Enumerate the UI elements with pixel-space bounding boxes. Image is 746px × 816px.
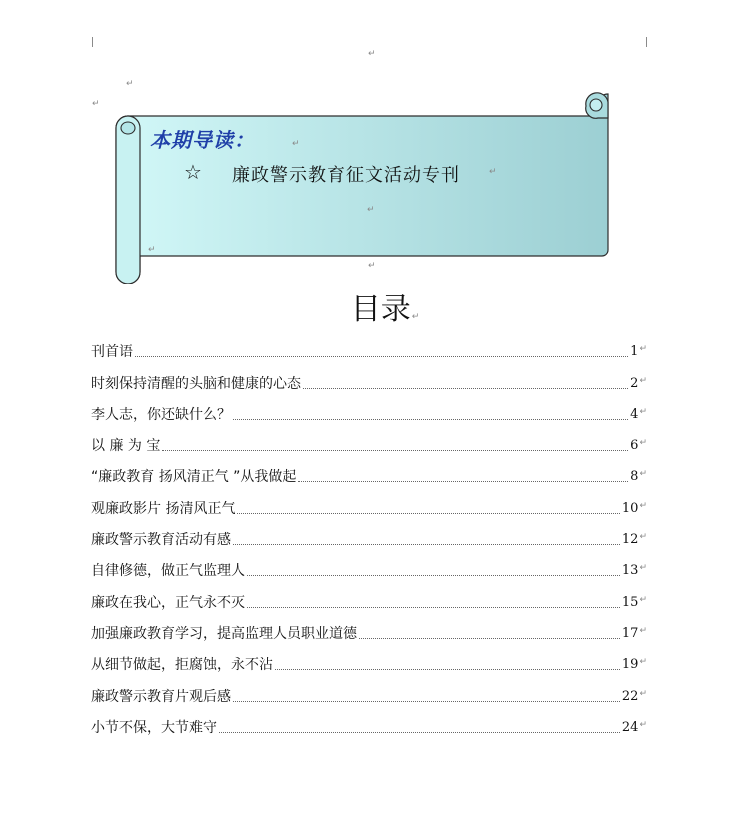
- toc-entry-label: 李人志，你还缺什么？: [91, 406, 231, 423]
- toc-entry-label: 时刻保持清醒的头脑和健康的心态: [91, 375, 301, 392]
- paragraph-mark: ↵: [368, 261, 376, 271]
- paragraph-mark: ↵: [411, 312, 420, 322]
- paragraph-mark: ↵: [148, 245, 156, 255]
- paragraph-mark: ↵: [368, 49, 376, 59]
- toc-entry[interactable]: [91, 706, 647, 737]
- toc-entry-label: 观廉政影片 扬清风正气: [91, 500, 236, 517]
- paragraph-mark: ↵: [639, 719, 647, 730]
- paragraph-mark: ↵: [639, 625, 647, 636]
- paragraph-mark: ↵: [639, 375, 647, 386]
- toc-dot-leader: [219, 731, 620, 733]
- paragraph-mark: ↵: [292, 139, 300, 149]
- toc-entry-page: 12: [621, 532, 639, 548]
- banner-title: 本期导读：: [150, 128, 255, 152]
- toc-dot-leader: [135, 355, 628, 357]
- toc-entry[interactable]: [91, 455, 647, 486]
- toc-entry-page: 17: [621, 625, 639, 641]
- toc-entry-label: 小节不保，大节难守: [91, 719, 217, 736]
- paragraph-mark: ↵: [639, 563, 647, 574]
- toc-dot-leader: [233, 543, 620, 545]
- paragraph-mark: ↵: [639, 594, 647, 605]
- toc-entry[interactable]: [91, 486, 647, 517]
- toc-dot-leader: [233, 418, 628, 420]
- paragraph-mark: ↵: [639, 469, 647, 480]
- toc-entry-page: 6: [630, 438, 639, 454]
- toc-entry[interactable]: [91, 361, 647, 392]
- paragraph-mark: ↵: [639, 657, 647, 668]
- star-icon: ☆: [184, 160, 202, 184]
- paragraph-mark: ↵: [639, 406, 647, 417]
- toc-dot-leader: [233, 700, 620, 702]
- toc-entry[interactable]: [91, 330, 647, 361]
- toc-entry-label: 廉政在我心，正气永不灭: [91, 594, 245, 611]
- paragraph-mark: ↵: [639, 532, 647, 543]
- toc-entry-page: 8: [630, 469, 639, 485]
- paragraph-mark: ↵: [639, 344, 647, 355]
- paragraph-mark: ↵: [639, 438, 647, 449]
- toc-heading: 目录: [350, 292, 411, 327]
- toc-heading-wrap: [0, 284, 746, 328]
- toc-dot-leader: [298, 480, 628, 482]
- toc-entry-page: 19: [621, 657, 639, 673]
- paragraph-mark: ↵: [489, 167, 497, 177]
- toc-entry-label: 刊首语: [91, 344, 133, 361]
- toc-entry[interactable]: [91, 674, 647, 705]
- toc-entry-page: 4: [630, 406, 639, 422]
- toc-entry-page: 1: [630, 344, 639, 360]
- toc-dot-leader: [275, 668, 620, 670]
- paragraph-mark: ↵: [639, 688, 647, 699]
- toc-dot-leader: [162, 449, 628, 451]
- toc-entry[interactable]: [91, 612, 647, 643]
- toc-entry-page: 13: [621, 563, 639, 579]
- table-of-contents: [91, 330, 647, 737]
- toc-dot-leader: [247, 606, 620, 608]
- toc-entry-page: 22: [621, 688, 639, 704]
- crop-mark-top-left: [92, 37, 93, 47]
- toc-entry[interactable]: [91, 643, 647, 674]
- banner-item: 廉政警示教育征文活动专刊: [232, 165, 460, 186]
- toc-entry-label: 自律修德，做正气监理人: [91, 563, 245, 580]
- toc-entry-label: 廉政警示教育活动有感: [91, 532, 231, 549]
- toc-dot-leader: [359, 637, 620, 639]
- toc-entry[interactable]: [91, 424, 647, 455]
- toc-entry-page: 10: [621, 500, 639, 516]
- toc-entry[interactable]: [91, 393, 647, 424]
- toc-entry-label: 从细节做起，拒腐蚀，永不沾: [91, 657, 273, 674]
- toc-entry-label: 廉政警示教育片观后感: [91, 688, 231, 705]
- paragraph-mark: ↵: [126, 79, 134, 89]
- toc-entry-page: 15: [621, 594, 639, 610]
- paragraph-mark: ↵: [367, 205, 375, 215]
- paragraph-mark: ↵: [639, 500, 647, 511]
- toc-dot-leader: [247, 574, 620, 576]
- toc-entry-page: 2: [630, 375, 639, 391]
- toc-dot-leader: [303, 387, 628, 389]
- toc-entry[interactable]: [91, 518, 647, 549]
- toc-entry-label: 加强廉政教育学习，提高监理人员职业道德: [91, 625, 357, 642]
- toc-dot-leader: [237, 512, 619, 514]
- crop-mark-top-right: [646, 37, 647, 47]
- scroll-banner: [112, 92, 612, 284]
- paragraph-mark: ↵: [92, 99, 100, 109]
- toc-entry[interactable]: [91, 549, 647, 580]
- toc-entry-label: 以 廉 为 宝: [91, 438, 161, 455]
- toc-entry-label: “廉政教育 扬风清正气 ”从我做起: [91, 469, 297, 486]
- toc-entry[interactable]: [91, 580, 647, 611]
- toc-entry-page: 24: [621, 719, 639, 735]
